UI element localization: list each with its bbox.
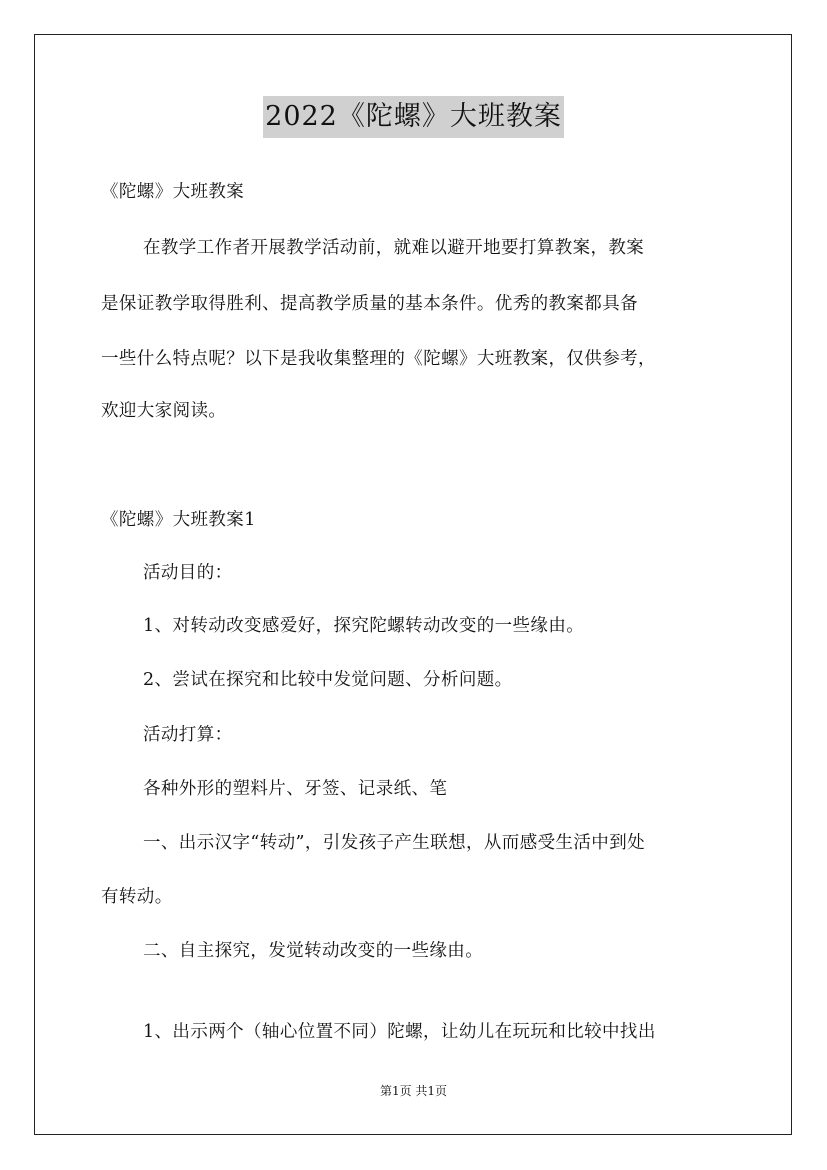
- intro-line-2: 是保证教学取得胜利、提高教学质量的基本条件。优秀的教案都具备: [101, 294, 638, 314]
- intro-line-3: 一些什么特点呢？以下是我收集整理的《陀螺》大班教案，仅供参考，: [101, 349, 656, 369]
- preparation-items: 各种外形的塑料片、牙签、记录纸、笔: [143, 779, 448, 799]
- step-2-item-1: 1、出示两个（轴心位置不同）陀螺，让幼儿在玩玩和比较中找出: [143, 1022, 656, 1042]
- intro-line-1: 在教学工作者开展教学活动前，就难以避开地要打算教案，教案: [143, 238, 645, 258]
- intro-line-4: 欢迎大家阅读。: [101, 401, 227, 421]
- preparation-heading: 活动打算：: [143, 725, 233, 745]
- step-1-line-2: 有转动。: [101, 887, 173, 907]
- document-title-wrap: [0, 96, 827, 138]
- step-2: 二、自主探究，发觉转动改变的一些缘由。: [143, 941, 484, 961]
- objectives-heading: 活动目的：: [143, 563, 233, 583]
- objective-1: 1、对转动改变感爱好，探究陀螺转动改变的一些缘由。: [143, 616, 585, 636]
- section-heading: 《陀螺》大班教案1: [101, 510, 256, 530]
- step-1-line-1: 一、出示汉字“转动”，引发孩子产生联想，从而感受生活中到处: [143, 833, 645, 853]
- page-footer: 第1页 共1页: [379, 1084, 448, 1098]
- objective-2: 2、尝试在探究和比较中发觉问题、分析问题。: [143, 670, 513, 690]
- document-title: 2022《陀螺》大班教案: [263, 96, 564, 138]
- subtitle: 《陀螺》大班教案: [101, 182, 245, 202]
